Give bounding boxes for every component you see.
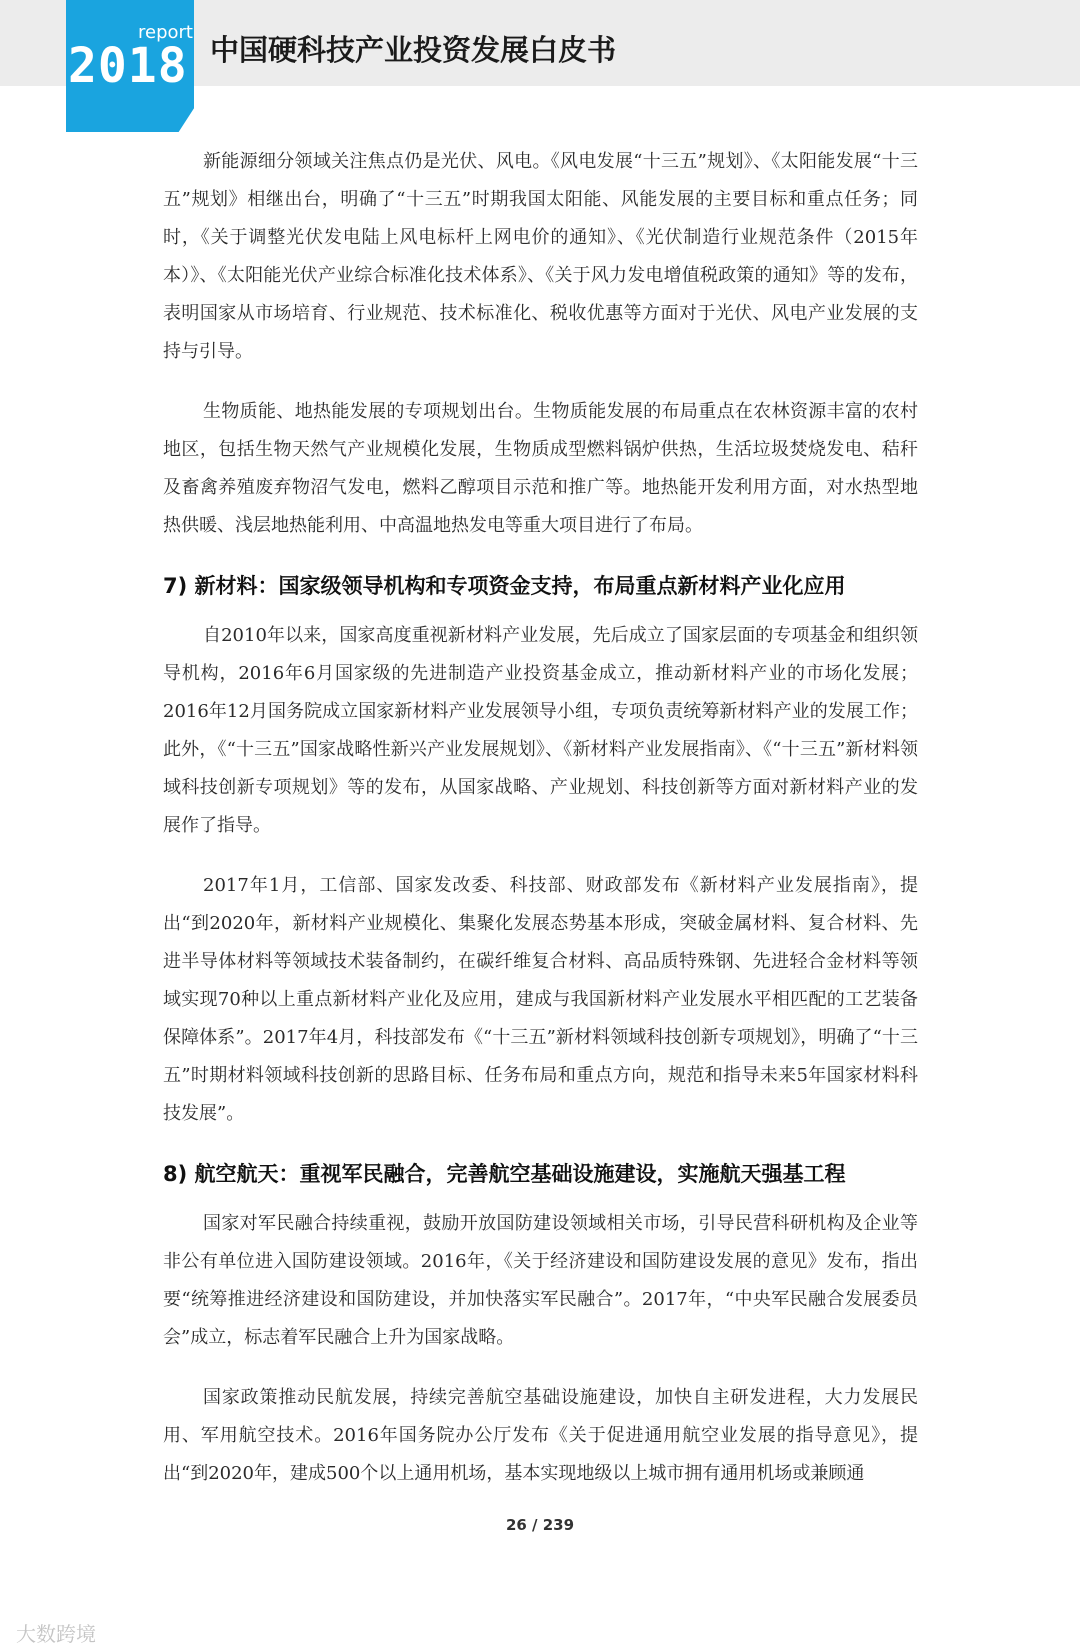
- section-heading-aerospace: 8) 航空航天：重视军民融合，完善航空基础设施建设，实施航天强基工程: [163, 1162, 846, 1186]
- document-title: 中国硬科技产业投资发展白皮书: [210, 33, 617, 67]
- paragraph-aerospace-1: 国家对军民融合持续重视，鼓励开放国防建设领域相关市场，引导民营科研机构及企业等非公有单位进入国防建设领域。2016年，《关于经济建设和国防建设发展的意见》发布，指出要“统筹推进经济建设和国防建设，并加快落实军民融合”。2017年，“中央军民融合发展委员会”成立，标志着军民融合上升为国家战略。: [163, 1213, 918, 1348]
- watermark: 大数跨境: [16, 1622, 96, 1646]
- page-number: 26 / 239: [505, 1516, 575, 1534]
- paragraph-new-materials-2: 2017年1月，工信部、国家发改委、科技部、财政部发布《新材料产业发展指南》，提出“到2020年，新材料产业规模化、集聚化发展态势基本形成，突破金属材料、复合材料、先进半导体材料等领域技术装备制约，在碳纤维复合材料、高品质特殊钢、先进轻合金材料等领域实现70种以上重点新材料产业化及应用，建成与我国新材料产业发展水平相匹配的工艺装备保障体系”。2017年4月，科技部发布《“十三五”新材料领域科技创新专项规划》，明确了“十三五”时期材料领域科技创新的思路目标、任务布局和重点方向，规范和指导未来5年国家材料科技发展”。: [163, 875, 918, 1124]
- section-heading-new-materials: 7) 新材料：国家级领导机构和专项资金支持，布局重点新材料产业化应用: [163, 574, 846, 598]
- paragraph-new-energy: 新能源细分领域关注焦点仍是光伏、风电。《风电发展“十三五”规划》、《太阳能发展“十三五”规划》相继出台，明确了“十三五”时期我国太阳能、风能发展的主要目标和重点任务；同时，《关于调整光伏发电陆上风电标杆上网电价的通知》、《光伏制造行业规范条件（2015年本）》、《太阳能光伏产业综合标准化技术体系》、《关于风力发电增值税政策的通知》等的发布，表明国家从市场培育、行业规范、技术标准化、税收优惠等方面对于光伏、风电产业发展的支持与引导。: [163, 151, 918, 362]
- logo-report-text: report: [138, 22, 193, 43]
- paragraph-new-materials-1: 自2010年以来，国家高度重视新材料产业发展，先后成立了国家层面的专项基金和组织领导机构，2016年6月国家级的先进制造产业投资基金成立，推动新材料产业的市场化发展；2016年12月国务院成立国家新材料产业发展领导小组，专项负责统筹新材料产业的发展工作；此外，《“十三五”国家战略性新兴产业发展规划》、《新材料产业发展指南》、《“十三五”新材料领域科技创新专项规划》等的发布，从国家战略、产业规划、科技创新等方面对新材料产业的发展作了指导。: [163, 625, 918, 836]
- paragraph-biomass-geothermal: 生物质能、地热能发展的专项规划出台。生物质能发展的布局重点在农林资源丰富的农村地区，包括生物天然气产业规模化发展，生物质成型燃料锅炉供热，生活垃圾焚烧发电、秸秆及畜禽养殖废弃物沼气发电，燃料乙醇项目示范和推广等。地热能开发利用方面，对水热型地热供暖、浅层地热能利用、中高温地热发电等重大项目进行了布局。: [163, 401, 918, 536]
- page-body: [163, 143, 918, 1515]
- logo-year-text: 2018: [68, 38, 188, 94]
- paragraph-aerospace-2: 国家政策推动民航发展，持续完善航空基础设施建设，加快自主研发进程，大力发展民用、军用航空技术。2016年国务院办公厅发布《关于促进通用航空业发展的指导意见》，提出“到2020年，建成500个以上通用机场，基本实现地级以上城市拥有通用机场或兼顾通: [163, 1387, 918, 1484]
